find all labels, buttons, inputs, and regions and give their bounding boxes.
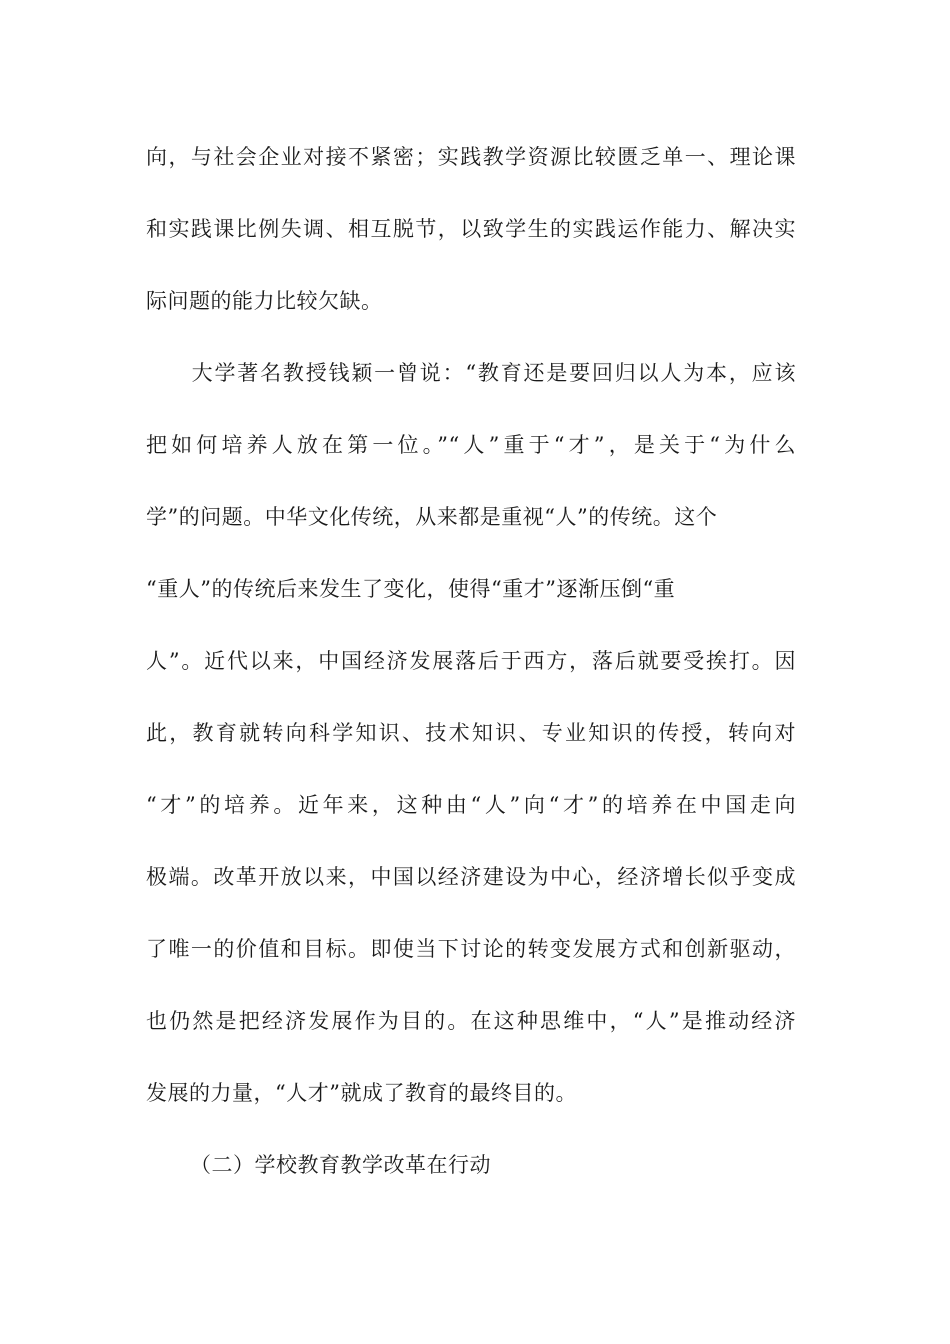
paragraph-2-line-9: 了唯一的价值和目标。即使当下讨论的转变发展方式和创新驱动， — [146, 937, 796, 961]
paragraph-2-line-5: 人”。近代以来，中国经济发展落后于西方，落后就要受挨打。因 — [146, 649, 796, 673]
paragraph-1-line-1: 向，与社会企业对接不紧密；实践教学资源比较匮乏单一、理论课 — [146, 145, 796, 169]
paragraph-2-line-3: 学”的问题。中华文化传统，从来都是重视“人”的传统。这个 — [146, 505, 718, 529]
paragraph-2-line-1: 大学著名教授钱颖一曾说：“教育还是要回归以人为本，应该 — [146, 361, 796, 385]
paragraph-1-line-2: 和实践课比例失调、相互脱节，以致学生的实践运作能力、解决实 — [146, 217, 796, 241]
paragraph-2-line-11: 发展的力量，“人才”就成了教育的最终目的。 — [146, 1081, 577, 1105]
paragraph-2-line-4: “重人”的传统后来发生了变化，使得“重才”逐渐压倒“重 — [146, 577, 676, 601]
paragraph-2-line-7: “才”的培养。近年来，这种由“人”向“才”的培养在中国走向 — [146, 793, 796, 817]
paragraph-1-line-3: 际问题的能力比较欠缺。 — [146, 289, 383, 313]
paragraph-2-line-10: 也仍然是把经济发展作为目的。在这种思维中，“人”是推动经济 — [146, 1009, 796, 1033]
paragraph-2-line-8: 极端。改革开放以来，中国以经济建设为中心，经济增长似乎变成 — [146, 865, 796, 889]
paragraph-2-line-2: 把如何培养人放在第一位。”“人”重于“才”，是关于“为什么 — [146, 433, 796, 457]
section-heading: （二）学校教育教学改革在行动 — [190, 1153, 491, 1177]
paragraph-2-line-6: 此，教育就转向科学知识、技术知识、专业知识的传授，转向对 — [146, 721, 796, 745]
